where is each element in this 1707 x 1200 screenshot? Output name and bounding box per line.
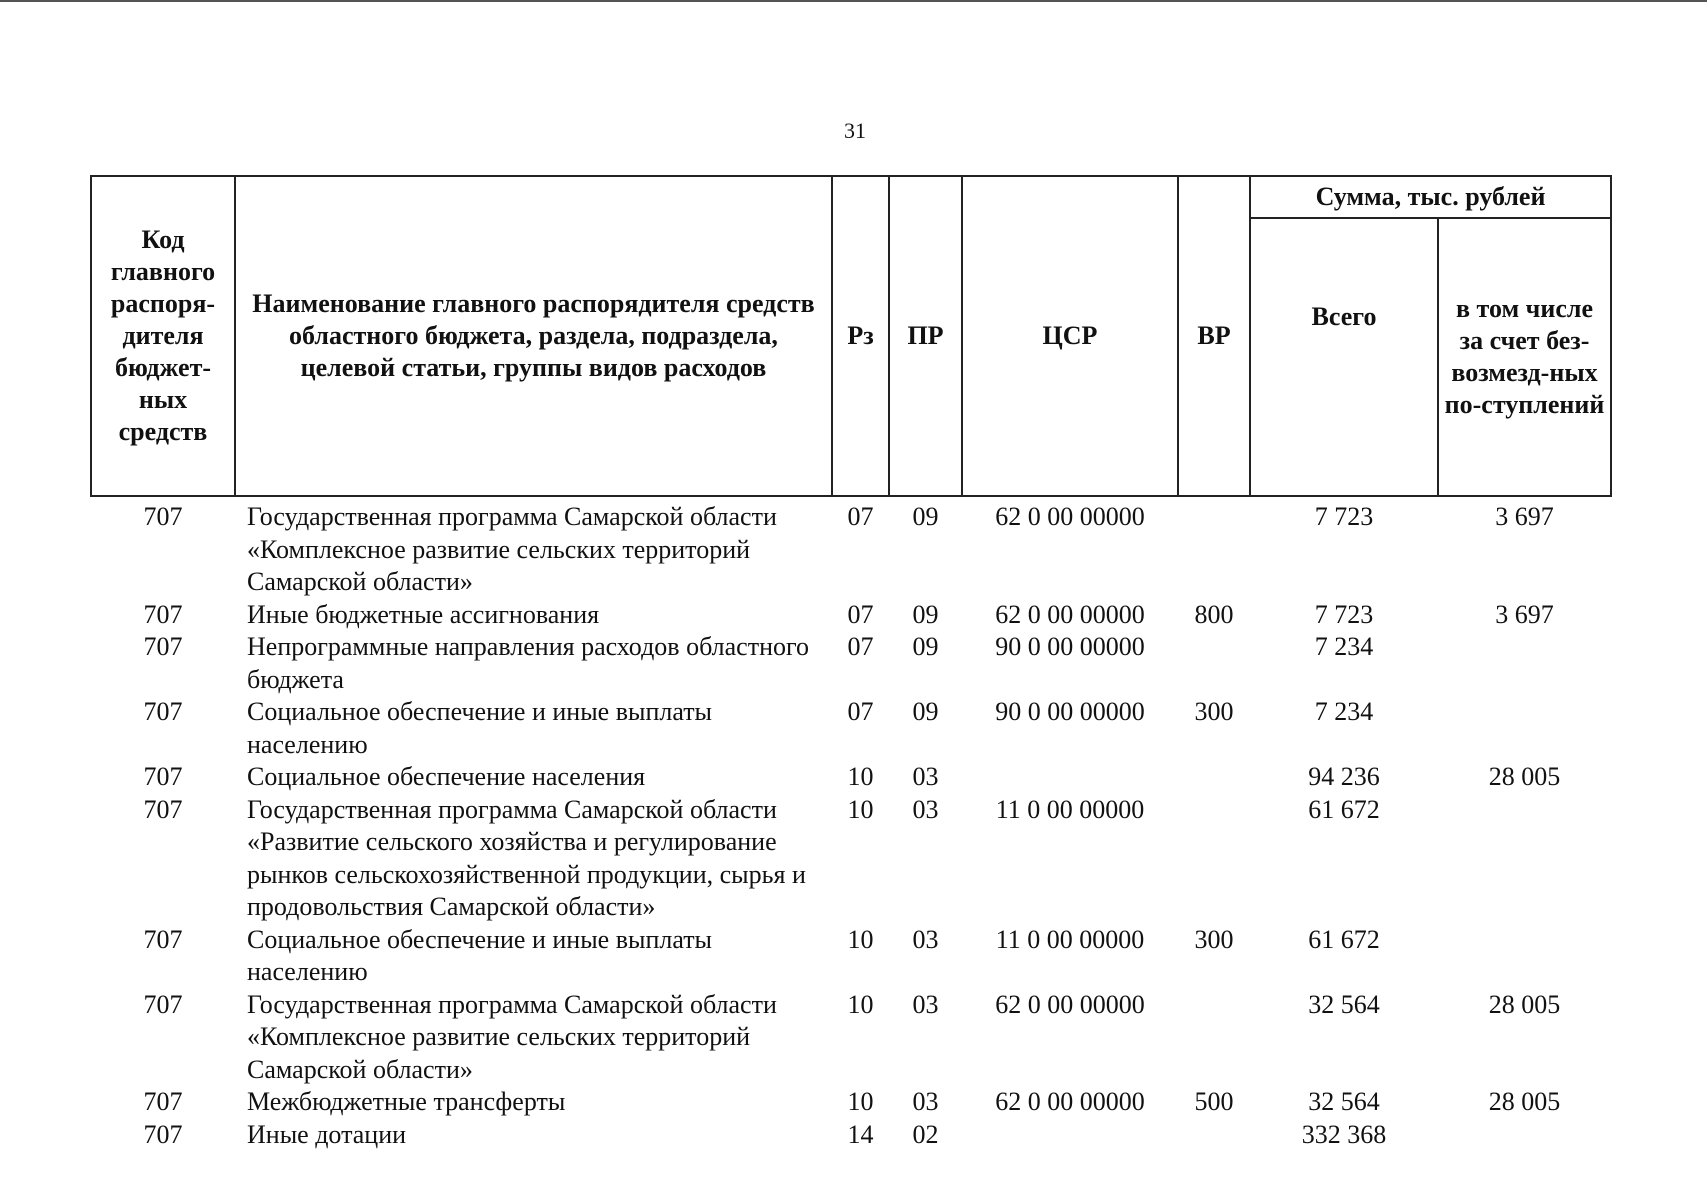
cell-grants [1438,1119,1611,1152]
cell-code: 707 [143,762,183,791]
cell-vr: 800 [1194,599,1234,629]
budget-table [90,175,1612,1151]
cell-grants [1438,631,1611,696]
header-sum-group: Сумма, тыс. рублей [1250,176,1611,218]
cell-rz: 07 [847,502,874,531]
cell-rz: 10 [847,1087,874,1116]
header-rz: Рз [832,176,889,496]
cell-total: 7 234 [1314,632,1374,661]
page-number: 31 [844,118,866,143]
header-grants: в том числе за счет без-возмезд-ных по-ступлений [1438,218,1611,496]
cell-total: 7 723 [1314,502,1374,531]
cell-csr: 62 0 00 00000 [995,502,1145,531]
cell-pr: 09 [912,632,939,661]
table-row [91,696,1611,761]
cell-total: 7 723 [1314,599,1374,629]
cell-name: Государственная программа Самарской области «Комплексное развитие сельских территорий Самарской области» [247,502,777,596]
cell-pr: 02 [912,1119,939,1149]
cell-rz: 10 [847,924,874,954]
cell-vr [1178,761,1250,794]
cell-code: 707 [143,599,183,629]
cell-total: 32 564 [1308,989,1380,1019]
cell-name: Непрограммные направления расходов областного бюджета [247,632,809,694]
cell-name: Межбюджетные трансферты [247,1087,566,1116]
cell-csr [962,761,1178,794]
cell-csr: 62 0 00 00000 [995,989,1145,1019]
cell-rz: 14 [847,1119,874,1149]
header-total: Всего [1250,218,1438,496]
top-scan-rule [0,0,1707,2]
cell-name: Государственная программа Самарской области «Развитие сельского хозяйства и регулирование рынков сельскохозяйственной продукции, сырья и продовольствия Самарской области» [247,794,806,921]
cell-grants: 28 005 [1488,1087,1561,1116]
cell-csr: 90 0 00 00000 [995,697,1145,726]
cell-pr: 03 [912,924,939,954]
table-row [91,599,1611,632]
cell-vr: 300 [1194,697,1234,726]
header-csr: ЦСР [962,176,1178,496]
cell-csr: 62 0 00 00000 [995,599,1145,629]
cell-vr [1178,1119,1250,1152]
cell-vr [1178,496,1250,599]
cell-rz: 07 [847,599,874,629]
cell-total: 7 234 [1314,697,1374,726]
table-row [91,989,1611,1087]
cell-code: 707 [143,989,183,1019]
table-row [91,761,1611,794]
cell-grants: 3 697 [1495,502,1554,531]
cell-total: 332 368 [1301,1119,1387,1149]
cell-pr: 03 [912,989,939,1019]
cell-name: Иные бюджетные ассигнования [247,599,600,629]
cell-csr: 11 0 00 00000 [995,794,1145,824]
cell-vr [1178,794,1250,924]
cell-pr: 09 [912,502,939,531]
cell-csr: 90 0 00 00000 [995,632,1145,661]
cell-vr: 300 [1194,924,1234,954]
cell-grants: 3 697 [1495,599,1554,629]
cell-csr: 62 0 00 00000 [995,1087,1145,1116]
cell-name: Социальное обеспечение и иные выплаты населению [247,924,713,986]
cell-pr: 03 [912,794,939,824]
cell-rz: 10 [847,794,874,824]
table-row [91,631,1611,696]
table-header [91,176,1611,496]
cell-code: 707 [143,697,183,726]
table-row [91,1086,1611,1119]
header-code: Код главного распоря-дителя бюджет-ных средств [91,176,235,496]
cell-total: 61 672 [1308,924,1380,954]
cell-code: 707 [143,502,183,531]
cell-total: 32 564 [1308,1087,1380,1116]
cell-csr [962,1119,1178,1152]
cell-vr [1178,631,1250,696]
cell-name: Иные дотации [247,1119,407,1149]
cell-name: Социальное обеспечение населения [247,762,646,791]
cell-code: 707 [143,924,183,954]
header-pr: ПР [889,176,962,496]
cell-pr: 03 [912,762,939,791]
cell-grants: 28 005 [1488,762,1561,791]
cell-code: 707 [143,1119,183,1149]
cell-pr: 09 [912,599,939,629]
cell-name: Социальное обеспечение и иные выплаты населению [247,697,713,759]
cell-grants [1438,794,1611,924]
cell-vr: 500 [1194,1087,1234,1116]
cell-csr: 11 0 00 00000 [995,924,1145,954]
cell-rz: 07 [847,632,874,661]
cell-code: 707 [143,632,183,661]
cell-grants [1438,696,1611,761]
table-row [91,794,1611,924]
cell-pr: 03 [912,1087,939,1116]
cell-rz: 10 [847,762,874,791]
cell-total: 61 672 [1308,794,1380,824]
cell-pr: 09 [912,697,939,726]
cell-grants [1438,924,1611,989]
cell-code: 707 [143,1087,183,1116]
table-body [91,496,1611,1151]
table-row [91,1119,1611,1152]
cell-total: 94 236 [1308,762,1380,791]
cell-name: Государственная программа Самарской области «Комплексное развитие сельских территорий Самарской области» [247,989,777,1084]
cell-vr [1178,989,1250,1087]
cell-rz: 07 [847,697,874,726]
cell-grants: 28 005 [1488,989,1561,1019]
table-row [91,924,1611,989]
header-name: Наименование главного распорядителя средств областного бюджета, раздела, подраздела, целевой статьи, группы видов расходов [235,176,832,496]
header-vr: ВР [1178,176,1250,496]
table-row [91,496,1611,599]
cell-code: 707 [143,794,183,824]
cell-rz: 10 [847,989,874,1019]
